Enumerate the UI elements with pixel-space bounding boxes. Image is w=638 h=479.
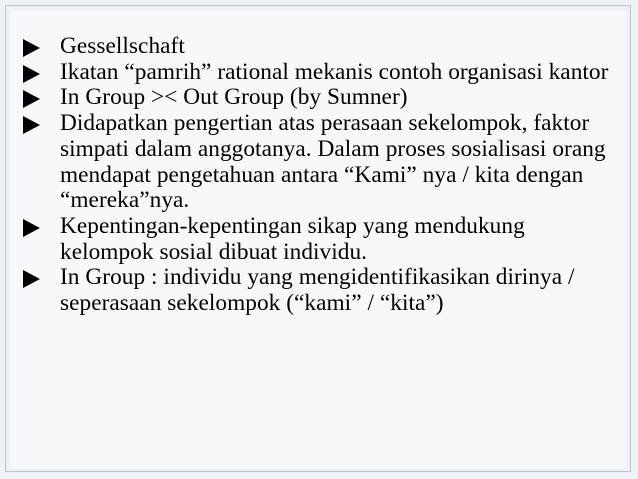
- bullet-item: [18, 85, 623, 111]
- bullet-list: [18, 34, 623, 317]
- bullet-item: [18, 214, 623, 265]
- bullet-item: [18, 34, 623, 60]
- triangle-bullet-icon: [23, 39, 40, 57]
- triangle-bullet-icon: [23, 219, 40, 237]
- bullet-text: Didapatkan pengertian atas perasaan sekelompok, faktor simpati dalam anggotanya. Dalam proses sosialisasi orang mendapat pengetahuan antara “Kami” nya / kita dengan “mereka”nya.: [60, 110, 606, 214]
- bullet-text: Gessellschaft: [60, 33, 185, 59]
- bullet-text: In Group >< Out Group (by Sumner): [60, 84, 408, 111]
- triangle-bullet-icon: [23, 270, 40, 288]
- bullet-item: [18, 111, 623, 214]
- bullet-text: In Group : individu yang mengidentifikasikan dirinya / seperasaan sekelompok (“kami” / “kita”): [60, 264, 575, 317]
- bullet-item: [18, 265, 623, 316]
- triangle-bullet-icon: [23, 65, 40, 83]
- bullet-text: Kepentingan-kepentingan sikap yang mendukung kelompok sosial dibuat individu.: [60, 212, 525, 265]
- triangle-bullet-icon: [23, 90, 40, 108]
- bullet-item: [18, 60, 623, 86]
- triangle-bullet-icon: [23, 116, 40, 134]
- bullet-text: Ikatan “pamrih” rational mekanis contoh organisasi kantor: [60, 58, 609, 85]
